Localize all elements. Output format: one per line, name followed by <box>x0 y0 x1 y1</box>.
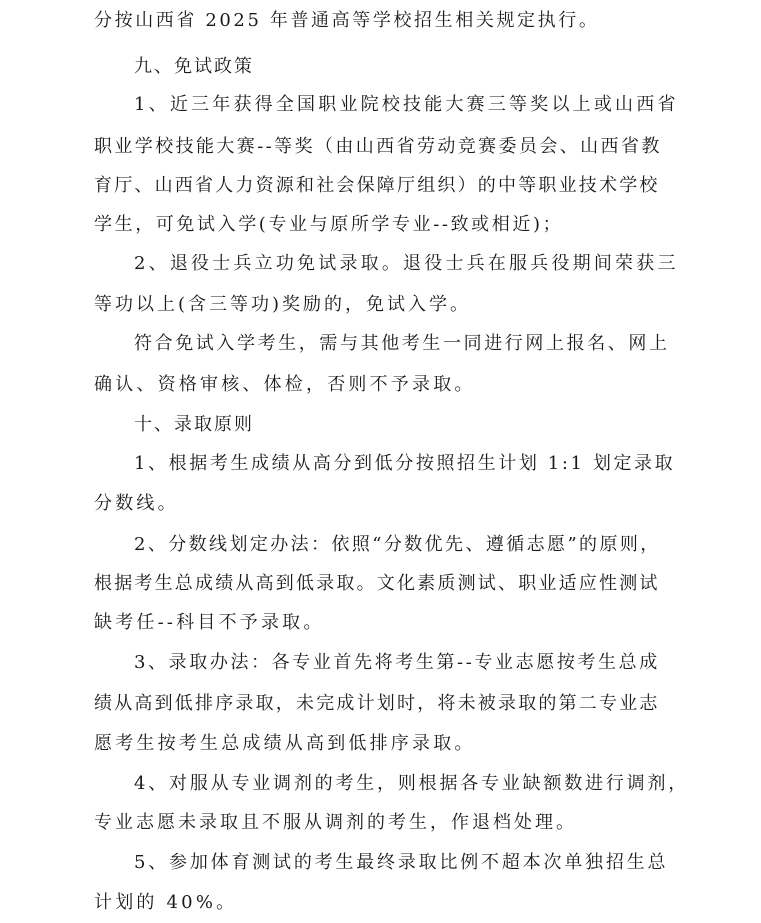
paragraph-line: 2、分数线划定办法：依照“分数优先、遵循志愿”的原则， <box>134 534 661 555</box>
paragraph-line: 绩从高到低排序录取，未完成计划时，将未被录取的第二专业志 <box>94 693 660 714</box>
paragraph-line: 计划的 40%。 <box>94 892 238 913</box>
paragraph-line: 职业学校技能大赛--等奖（由山西省劳动竞赛委员会、山西省教 <box>94 136 662 157</box>
paragraph-line: 2、退役士兵立功免试录取。退役士兵在服兵役期间荣获三 <box>134 253 679 274</box>
paragraph-line: 符合免试入学考生，需与其他考生一同进行网上报名、网上 <box>134 333 670 354</box>
paragraph-line: 缺考任--科目不予录取。 <box>94 612 325 633</box>
paragraph-line: 等功以上(含三等功)奖励的，免试入学。 <box>94 294 472 315</box>
paragraph-line: 分按山西省 2025 年普通高等学校招生相关规定执行。 <box>94 10 600 31</box>
section-heading-admission: 十、录取原则 <box>134 414 254 435</box>
paragraph-line: 育厅、山西省人力资源和社会保障厅组织）的中等职业技术学校 <box>94 175 660 196</box>
paragraph-line: 3、录取办法：各专业首先将考生第--专业志愿按考生总成 <box>134 652 660 673</box>
paragraph-line: 专业志愿未录取且不服从调剂的考生，作退档处理。 <box>94 812 577 833</box>
paragraph-line: 分数线。 <box>94 493 179 514</box>
section-heading-exemption: 九、免试政策 <box>134 56 254 77</box>
paragraph-line: 1、根据考生成绩从高分到低分按照招生计划 1:1 划定录取 <box>134 453 676 474</box>
paragraph-line: 学生，可免试入学(专业与原所学专业--致或相近)； <box>94 214 564 235</box>
paragraph-line: 1、近三年获得全国职业院校技能大赛三等奖以上或山西省 <box>134 94 679 115</box>
paragraph-line: 确认、资格审核、体检，否则不予录取。 <box>94 374 476 395</box>
paragraph-line: 5、参加体育测试的考生最终录取比例不超本次单独招生总 <box>134 852 669 873</box>
paragraph-line: 4、对服从专业调剂的考生，则根据各专业缺额数进行调剂， <box>134 773 690 794</box>
paragraph-line: 根据考生总成绩从高到低录取。文化素质测试、职业适应性测试 <box>94 573 660 594</box>
paragraph-line: 愿考生按考生总成绩从高到低排序录取。 <box>94 733 476 754</box>
